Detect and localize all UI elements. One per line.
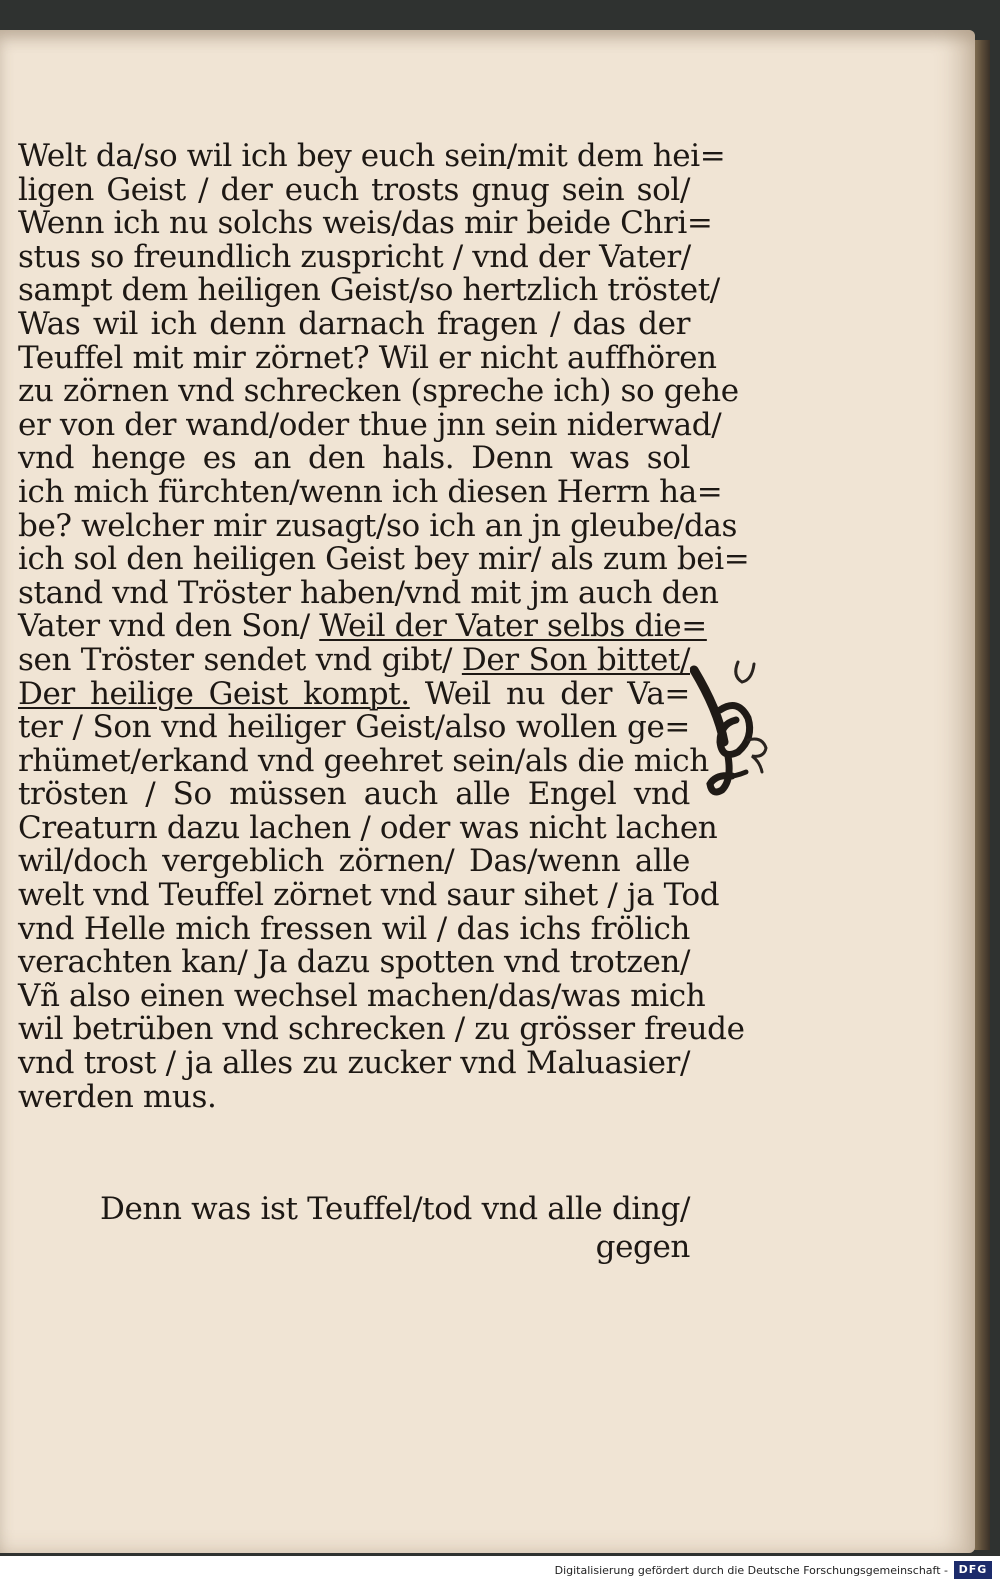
second-paragraph [18,1190,690,1266]
text-line: Wenn ich nu solchs weis/das mir beide Chri= [18,205,713,242]
text-line: Denn was ist Teuffel/tod vnd alle ding/ [100,1191,690,1227]
text-line: Teuffel mit mir zörnet? Wil er nicht auffhören [18,339,717,376]
text-line [18,608,707,645]
dfg-logo: DFG [954,1561,992,1579]
text-line: sampt dem heiligen Geist/so hertzlich tröstet/ [18,272,720,309]
text-line: wil betrüben vnd schrecken / zu grösser freude [18,1011,745,1048]
text-line: Creaturn dazu lachen / oder was nicht lachen [18,809,718,846]
text-segment: Vater vnd den Son/ [18,608,320,645]
text-line: vnd henge es an den hals. Denn was sol [18,440,690,477]
text-line: ligen Geist / der euch trosts gnug sein sol/ [18,171,690,208]
footer-bar [0,1556,1000,1589]
text-line: Was wil ich denn darnach fragen / das der [18,305,690,342]
underlined-text: Der heilige Geist kompt. [18,675,410,712]
text-line: trösten / So müssen auch alle Engel vnd [18,776,690,813]
catchword: gegen [595,1229,690,1265]
text-line: Vñ also einen wechsel machen/das/was mich [18,977,706,1014]
text-line: werden mus. [18,1078,217,1115]
text-line [18,675,690,712]
text-line: rhümet/erkand vnd geehret sein/als die mich [18,742,709,779]
text-line: er von der wand/oder thue jnn sein niderwad/ [18,406,722,443]
bleed-through-text [640,1125,960,1159]
text-line: ich mich fürchten/wenn ich diesen Herrn ha= [18,473,723,510]
text-line [18,641,691,678]
underlined-text: Der Son bittet/ [461,641,691,678]
text-line: stand vnd Tröster haben/vnd mit jm auch den [18,574,719,611]
underlined-text: Weil der Vater selbs die= [319,608,707,645]
text-line: wil/doch vergeblich zörnen/ Das/wenn alle [18,843,690,880]
text-line: welt vnd Teuffel zörnet vnd saur sihet / ja Tod [18,877,720,914]
text-line: vnd trost / ja alles zu zucker vnd Maluasier/ [18,1045,690,1082]
text-segment: Weil nu der Va= [409,675,690,712]
text-line: ter / Son vnd heiliger Geist/also wollen ge= [18,709,690,746]
handwritten-marginal-mark [690,630,800,830]
text-line: stus so freundlich zuspricht / vnd der Vater/ [18,238,691,275]
text-line: verachten kan/ Ja dazu spotten vnd trotzen/ [18,944,690,981]
text-line: zu zörnen vnd schrecken (spreche ich) so gehe [18,373,739,410]
text-line: vnd Helle mich fressen wil / das ichs frölich [18,910,690,947]
main-paragraph [18,138,750,1115]
digitization-credit: Digitalisierung gefördert durch die Deutsche Forschungsgemeinschaft - [554,1564,948,1577]
text-line: Welt da/so wil ich bey euch sein/mit dem hei= [18,138,726,174]
text-line: ich sol den heiligen Geist bey mir/ als zum bei= [18,541,750,578]
text-line: be? welcher mir zusagt/so ich an jn gleube/das [18,507,738,544]
text-segment: sen Tröster sendet vnd gibt/ [18,641,462,678]
